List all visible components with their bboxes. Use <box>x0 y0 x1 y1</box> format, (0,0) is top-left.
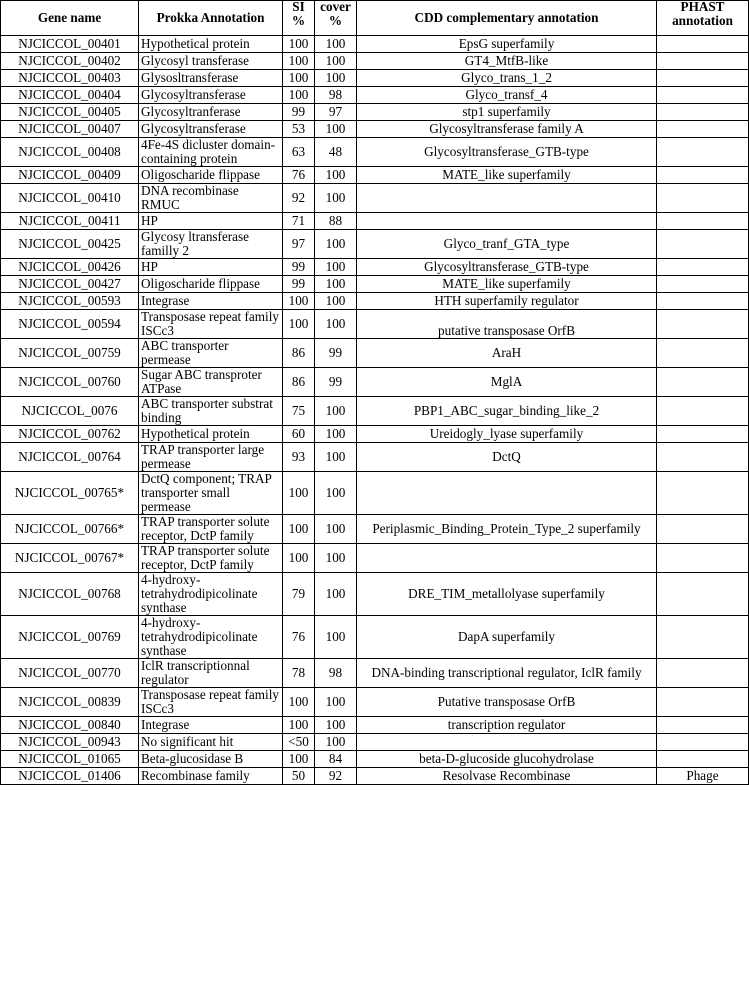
cdd-annotation-cell: Periplasmic_Binding_Protein_Type_2 superfamily <box>357 515 657 544</box>
gene-name-cell: NJCICCOL_00408 <box>1 138 139 167</box>
prokka-annotation-cell: Integrase <box>139 717 283 734</box>
table-row <box>1 443 749 472</box>
phast-annotation-cell <box>657 138 749 167</box>
gene-name-cell: NJCICCOL_00401 <box>1 36 139 53</box>
cdd-annotation-cell <box>357 213 657 230</box>
gene-name-cell: NJCICCOL_00839 <box>1 688 139 717</box>
gene-name-cell: NJCICCOL_00840 <box>1 717 139 734</box>
header-cover-text: cover % <box>320 0 351 28</box>
cdd-annotation-cell: Ureidogly_lyase superfamily <box>357 426 657 443</box>
phast-annotation-cell <box>657 53 749 70</box>
si-percent-cell: 75 <box>283 397 315 426</box>
gene-name-cell: NJCICCOL_00765* <box>1 472 139 515</box>
prokka-annotation-cell: HP <box>139 213 283 230</box>
cdd-annotation-cell: Glycosyltransferase family A <box>357 121 657 138</box>
header-cdd-annotation: CDD complementary annotation <box>357 1 657 36</box>
header-phast-annotation <box>657 1 749 36</box>
table-row <box>1 616 749 659</box>
phast-annotation-cell <box>657 104 749 121</box>
gene-name-cell: NJCICCOL_00766* <box>1 515 139 544</box>
table-row <box>1 751 749 768</box>
table-row <box>1 276 749 293</box>
cover-percent-cell: 98 <box>315 87 357 104</box>
table-header <box>1 1 749 36</box>
gene-name-cell: NJCICCOL_00410 <box>1 184 139 213</box>
cdd-annotation-cell: DctQ <box>357 443 657 472</box>
phast-annotation-cell <box>657 368 749 397</box>
phast-annotation-cell <box>657 276 749 293</box>
cdd-annotation-cell: DapA superfamily <box>357 616 657 659</box>
cover-percent-cell: 92 <box>315 768 357 785</box>
prokka-annotation-cell: Oligoscharide flippase <box>139 276 283 293</box>
table-body <box>1 36 749 785</box>
gene-name-cell: NJCICCOL_00427 <box>1 276 139 293</box>
phast-annotation-cell <box>657 573 749 616</box>
table-row <box>1 544 749 573</box>
cdd-annotation-cell <box>357 544 657 573</box>
cdd-annotation-cell <box>357 184 657 213</box>
phast-annotation-cell <box>657 688 749 717</box>
cover-percent-cell: 100 <box>315 259 357 276</box>
cover-percent-cell: 100 <box>315 544 357 573</box>
table-row <box>1 104 749 121</box>
table-row <box>1 310 749 339</box>
table-row <box>1 426 749 443</box>
cover-percent-cell: 100 <box>315 688 357 717</box>
phast-annotation-cell <box>657 397 749 426</box>
si-percent-cell: 100 <box>283 310 315 339</box>
phast-annotation-cell <box>657 443 749 472</box>
table-row <box>1 36 749 53</box>
si-percent-cell: 92 <box>283 184 315 213</box>
prokka-annotation-cell: TRAP transporter large permease <box>139 443 283 472</box>
si-percent-cell: 86 <box>283 368 315 397</box>
si-percent-cell: 100 <box>283 688 315 717</box>
prokka-annotation-cell: DNA recombinase RMUC <box>139 184 283 213</box>
prokka-annotation-cell: Recombinase family <box>139 768 283 785</box>
gene-name-cell: NJCICCOL_00402 <box>1 53 139 70</box>
si-percent-cell: 100 <box>283 751 315 768</box>
prokka-annotation-cell: Glycosy ltransferase familly 2 <box>139 230 283 259</box>
phast-annotation-cell <box>657 167 749 184</box>
si-percent-cell: 97 <box>283 230 315 259</box>
table-row <box>1 573 749 616</box>
si-percent-cell: 99 <box>283 276 315 293</box>
si-percent-cell: 100 <box>283 36 315 53</box>
cdd-annotation-cell: HTH superfamily regulator <box>357 293 657 310</box>
si-percent-cell: 99 <box>283 259 315 276</box>
cover-percent-cell: 100 <box>315 573 357 616</box>
cover-percent-cell: 100 <box>315 717 357 734</box>
cdd-annotation-cell: Putative transposase OrfB <box>357 688 657 717</box>
phast-annotation-cell <box>657 70 749 87</box>
si-percent-cell: 100 <box>283 717 315 734</box>
si-percent-cell: 100 <box>283 293 315 310</box>
cover-percent-cell: 100 <box>315 121 357 138</box>
si-percent-cell: 63 <box>283 138 315 167</box>
cover-percent-cell: 97 <box>315 104 357 121</box>
si-percent-cell: 78 <box>283 659 315 688</box>
si-percent-cell: 76 <box>283 616 315 659</box>
prokka-annotation-cell: Glysosltransferase <box>139 70 283 87</box>
cover-percent-cell: 48 <box>315 138 357 167</box>
si-percent-cell: 100 <box>283 70 315 87</box>
gene-name-cell: NJCICCOL_00943 <box>1 734 139 751</box>
cdd-annotation-cell: PBP1_ABC_sugar_binding_like_2 <box>357 397 657 426</box>
table-row <box>1 688 749 717</box>
cdd-annotation-cell: GT4_MtfB-like <box>357 53 657 70</box>
phast-annotation-cell <box>657 339 749 368</box>
table-row <box>1 230 749 259</box>
table-row <box>1 259 749 276</box>
gene-name-cell: NJCICCOL_00764 <box>1 443 139 472</box>
cdd-annotation-cell: Glyco_tranf_GTA_type <box>357 230 657 259</box>
si-percent-cell: 100 <box>283 544 315 573</box>
prokka-annotation-cell: Transposase repeat family ISCc3 <box>139 310 283 339</box>
cdd-annotation-cell: Resolvase Recombinase <box>357 768 657 785</box>
cover-percent-cell: 100 <box>315 397 357 426</box>
cdd-annotation-cell: EpsG superfamily <box>357 36 657 53</box>
gene-name-cell: NJCICCOL_00594 <box>1 310 139 339</box>
si-percent-cell: 60 <box>283 426 315 443</box>
phast-annotation-cell <box>657 293 749 310</box>
table-row <box>1 213 749 230</box>
si-percent-cell: 53 <box>283 121 315 138</box>
phast-annotation-cell <box>657 472 749 515</box>
table-row <box>1 70 749 87</box>
prokka-annotation-cell: Oligoscharide flippase <box>139 167 283 184</box>
gene-name-cell: NJCICCOL_00409 <box>1 167 139 184</box>
gene-name-cell: NJCICCOL_00425 <box>1 230 139 259</box>
phast-annotation-cell <box>657 544 749 573</box>
table-row <box>1 472 749 515</box>
cdd-annotation-cell: DNA-binding transcriptional regulator, IclR family <box>357 659 657 688</box>
prokka-annotation-cell: Glycosyltransferase <box>139 121 283 138</box>
gene-name-cell: NJCICCOL_00405 <box>1 104 139 121</box>
header-phast-text: PHAST annotation <box>672 0 733 28</box>
gene-name-cell: NJCICCOL_00767* <box>1 544 139 573</box>
cdd-annotation-cell: transcription regulator <box>357 717 657 734</box>
si-percent-cell: 50 <box>283 768 315 785</box>
cover-percent-cell: 100 <box>315 616 357 659</box>
prokka-annotation-cell: DctQ component; TRAP transporter small permease <box>139 472 283 515</box>
phast-annotation-cell <box>657 121 749 138</box>
phast-annotation-cell <box>657 616 749 659</box>
prokka-annotation-cell: Glycosyltransferase <box>139 87 283 104</box>
cover-percent-cell: 100 <box>315 276 357 293</box>
prokka-annotation-cell: Hypothetical protein <box>139 426 283 443</box>
gene-name-cell: NJCICCOL_00403 <box>1 70 139 87</box>
gene-name-cell: NJCICCOL_00407 <box>1 121 139 138</box>
table-row <box>1 121 749 138</box>
cdd-annotation-cell: DRE_TIM_metallolyase superfamily <box>357 573 657 616</box>
table-row <box>1 138 749 167</box>
cdd-annotation-cell: MglA <box>357 368 657 397</box>
prokka-annotation-cell: 4-hydroxy-tetrahydrodipicolinate synthase <box>139 616 283 659</box>
prokka-annotation-cell: Glycosyltranferase <box>139 104 283 121</box>
table-row <box>1 717 749 734</box>
cdd-annotation-cell: Glycosyltransferase_GTB-type <box>357 138 657 167</box>
prokka-annotation-cell: TRAP transporter solute receptor, DctP family <box>139 515 283 544</box>
cover-percent-cell: 100 <box>315 472 357 515</box>
cover-percent-cell: 100 <box>315 70 357 87</box>
prokka-annotation-cell: Transposase repeat family ISCc3 <box>139 688 283 717</box>
cover-percent-cell: 100 <box>315 426 357 443</box>
gene-name-cell: NJCICCOL_00426 <box>1 259 139 276</box>
prokka-annotation-cell: IclR transcriptionnal regulator <box>139 659 283 688</box>
phast-annotation-cell <box>657 87 749 104</box>
si-percent-cell: 100 <box>283 472 315 515</box>
gene-name-cell: NJCICCOL_00759 <box>1 339 139 368</box>
table-row <box>1 339 749 368</box>
phast-annotation-cell <box>657 751 749 768</box>
table-row <box>1 515 749 544</box>
cdd-annotation-cell <box>357 734 657 751</box>
prokka-annotation-cell: Hypothetical protein <box>139 36 283 53</box>
cover-percent-cell: 100 <box>315 36 357 53</box>
si-percent-cell: 100 <box>283 87 315 104</box>
si-percent-cell: 99 <box>283 104 315 121</box>
header-gene-name: Gene name <box>1 1 139 36</box>
prokka-annotation-cell: 4Fe-4S dicluster domain-containing protein <box>139 138 283 167</box>
cdd-annotation-cell: stp1 superfamily <box>357 104 657 121</box>
phast-annotation-cell <box>657 717 749 734</box>
phast-annotation-cell <box>657 213 749 230</box>
si-percent-cell: 93 <box>283 443 315 472</box>
gene-name-cell: NJCICCOL_00411 <box>1 213 139 230</box>
prokka-annotation-cell: No significant hit <box>139 734 283 751</box>
si-percent-cell: 100 <box>283 53 315 70</box>
phast-annotation-cell <box>657 659 749 688</box>
si-percent-cell: 71 <box>283 213 315 230</box>
cover-percent-cell: 100 <box>315 167 357 184</box>
table-row <box>1 87 749 104</box>
si-percent-cell: 76 <box>283 167 315 184</box>
prokka-annotation-cell: Beta-glucosidase B <box>139 751 283 768</box>
cdd-annotation-cell: Glyco_transf_4 <box>357 87 657 104</box>
gene-name-cell: NJCICCOL_00769 <box>1 616 139 659</box>
cover-percent-cell: 100 <box>315 184 357 213</box>
table-row <box>1 167 749 184</box>
gene-name-cell: NJCICCOL_00593 <box>1 293 139 310</box>
gene-name-cell: NJCICCOL_00404 <box>1 87 139 104</box>
cover-percent-cell: 100 <box>315 53 357 70</box>
cover-percent-cell: 100 <box>315 443 357 472</box>
phast-annotation-cell <box>657 310 749 339</box>
gene-name-cell: NJCICCOL_01065 <box>1 751 139 768</box>
cdd-annotation-cell: MATE_like superfamily <box>357 167 657 184</box>
prokka-annotation-cell: ABC transporter substrat binding <box>139 397 283 426</box>
phast-annotation-cell <box>657 515 749 544</box>
gene-name-cell: NJCICCOL_01406 <box>1 768 139 785</box>
header-row <box>1 1 749 36</box>
cover-percent-cell: 100 <box>315 310 357 339</box>
prokka-annotation-cell: 4-hydroxy-tetrahydrodipicolinate synthase <box>139 573 283 616</box>
table-row <box>1 53 749 70</box>
header-prokka-annotation: Prokka Annotation <box>139 1 283 36</box>
cdd-annotation-cell: MATE_like superfamily <box>357 276 657 293</box>
cover-percent-cell: 88 <box>315 213 357 230</box>
prokka-annotation-cell: HP <box>139 259 283 276</box>
phast-annotation-cell <box>657 36 749 53</box>
cover-percent-cell: 100 <box>315 293 357 310</box>
table-row <box>1 184 749 213</box>
si-percent-cell: 79 <box>283 573 315 616</box>
phast-annotation-cell: Phage <box>657 768 749 785</box>
prokka-annotation-cell: Glycosyl transferase <box>139 53 283 70</box>
si-percent-cell: 100 <box>283 515 315 544</box>
prokka-annotation-cell: Integrase <box>139 293 283 310</box>
cover-percent-cell: 98 <box>315 659 357 688</box>
table-row <box>1 734 749 751</box>
prokka-annotation-cell: Sugar ABC transproter ATPase <box>139 368 283 397</box>
prokka-annotation-cell: TRAP transporter solute receptor, DctP family <box>139 544 283 573</box>
table-row <box>1 293 749 310</box>
cover-percent-cell: 100 <box>315 230 357 259</box>
gene-name-cell: NJCICCOL_00770 <box>1 659 139 688</box>
gene-name-cell: NJCICCOL_00760 <box>1 368 139 397</box>
prokka-annotation-cell: ABC transporter permease <box>139 339 283 368</box>
cover-percent-cell: 84 <box>315 751 357 768</box>
cdd-annotation-cell <box>357 472 657 515</box>
si-percent-cell: 86 <box>283 339 315 368</box>
cover-percent-cell: 99 <box>315 339 357 368</box>
gene-name-cell: NJCICCOL_00768 <box>1 573 139 616</box>
phast-annotation-cell <box>657 230 749 259</box>
gene-name-cell: NJCICCOL_0076 <box>1 397 139 426</box>
table-row <box>1 397 749 426</box>
phast-annotation-cell <box>657 426 749 443</box>
header-si-percent <box>283 1 315 36</box>
phast-annotation-cell <box>657 259 749 276</box>
cdd-annotation-cell: beta-D-glucoside glucohydrolase <box>357 751 657 768</box>
table-row <box>1 768 749 785</box>
gene-name-cell: NJCICCOL_00762 <box>1 426 139 443</box>
si-percent-cell: <50 <box>283 734 315 751</box>
cdd-annotation-cell: Glyco_trans_1_2 <box>357 70 657 87</box>
cdd-annotation-cell: Glycosyltransferase_GTB-type <box>357 259 657 276</box>
phast-annotation-cell <box>657 734 749 751</box>
phast-annotation-cell <box>657 184 749 213</box>
header-cover-percent <box>315 1 357 36</box>
cover-percent-cell: 99 <box>315 368 357 397</box>
cover-percent-cell: 100 <box>315 515 357 544</box>
table-row <box>1 659 749 688</box>
table-row <box>1 368 749 397</box>
header-si-text: SI % <box>291 0 306 28</box>
cdd-annotation-cell: putative transposase OrfB <box>357 310 657 339</box>
cdd-annotation-cell: AraH <box>357 339 657 368</box>
cover-percent-cell: 100 <box>315 734 357 751</box>
